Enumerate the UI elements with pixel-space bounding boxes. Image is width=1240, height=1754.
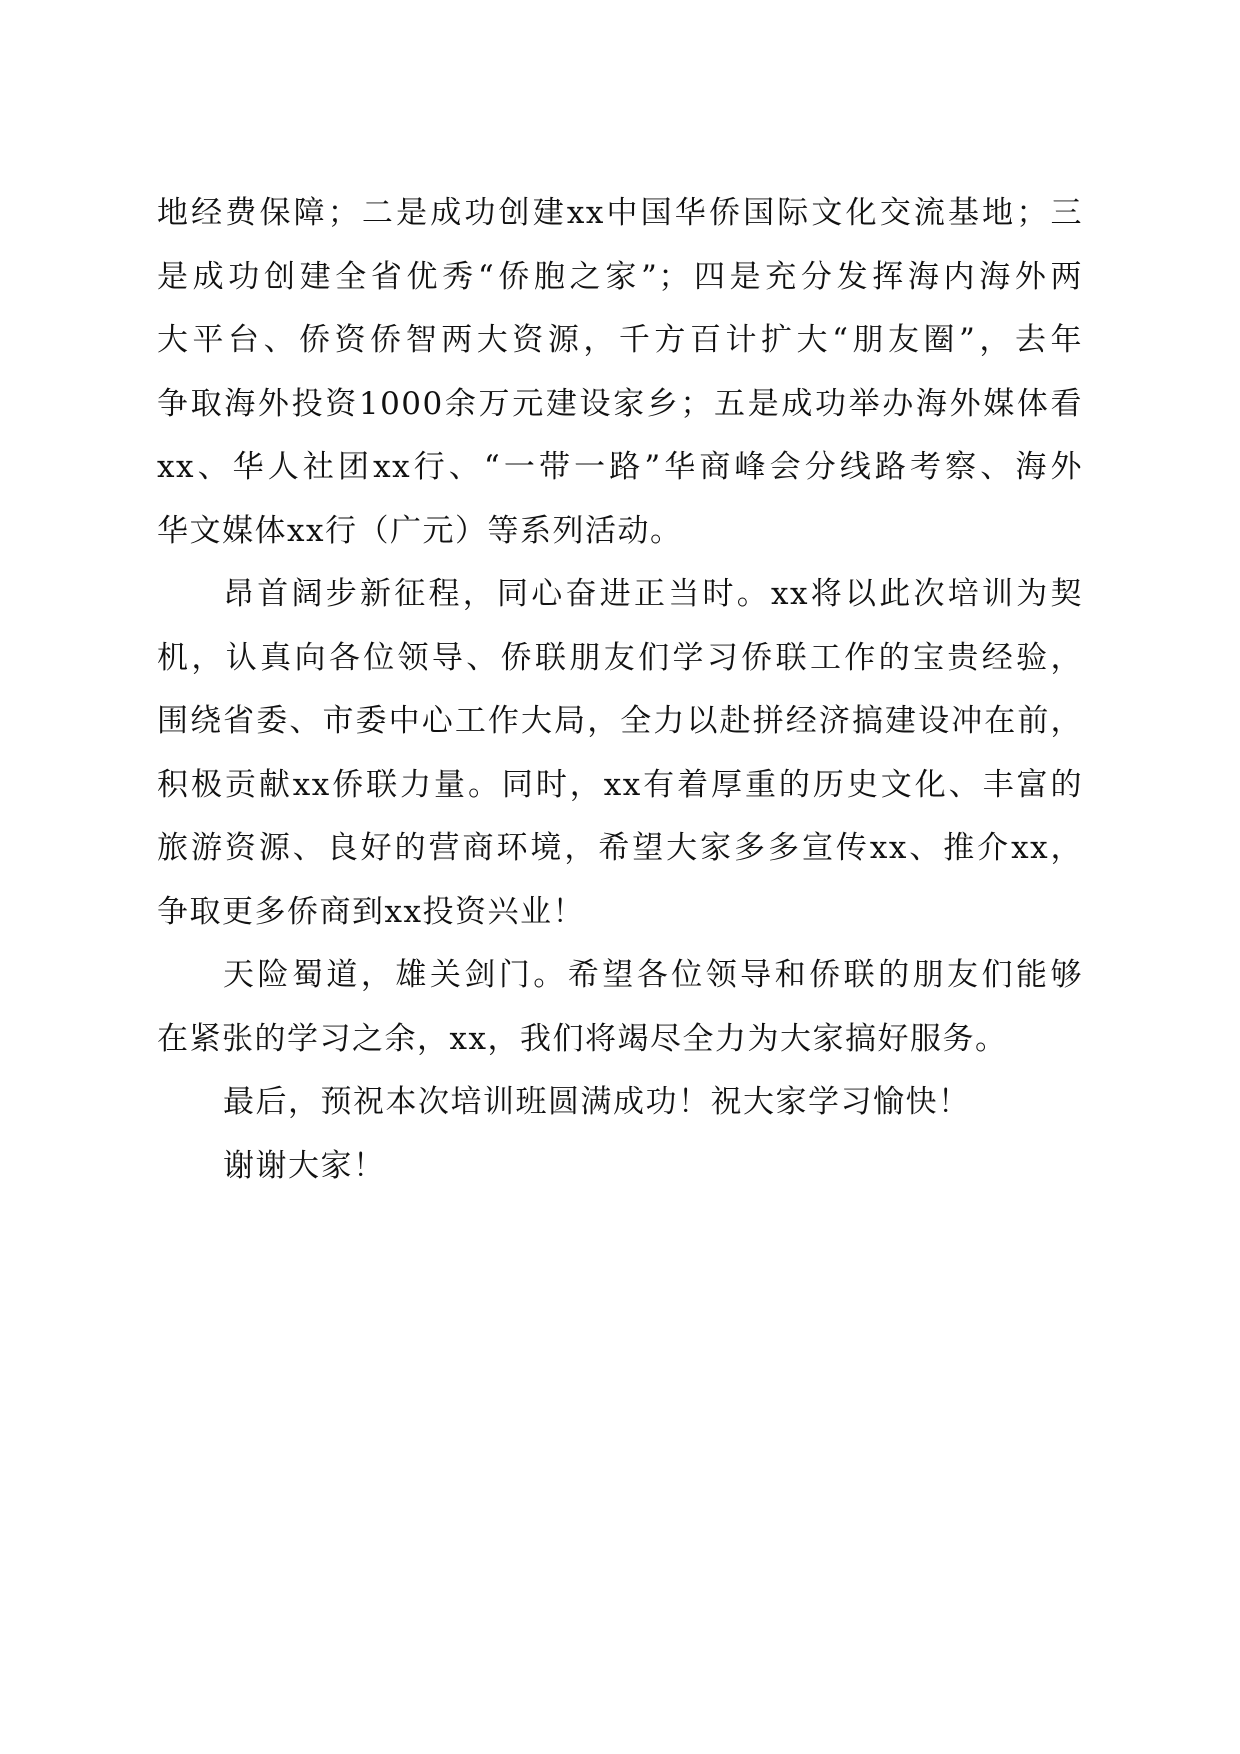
paragraph-2: [157, 563, 1083, 944]
paragraph-line: 天险蜀道，雄关剑门。希望各位领导和侨联的朋友们能够: [223, 957, 1083, 993]
paragraph-line: 旅游资源、良好的营商环境，希望大家多多宣传xx、推介xx，: [157, 830, 1083, 866]
paragraph-line: 地经费保障；二是成功创建xx中国华侨国际文化交流基地；三: [157, 195, 1083, 231]
paragraph-line: 华文媒体xx行（广元）等系列活动。: [157, 512, 683, 549]
paragraph-line: 围绕省委、市委中心工作大局，全力以赴拼经济搞建设冲在前，: [157, 703, 1083, 739]
paragraph-3: [157, 944, 1083, 1071]
paragraph-line: 争取更多侨商到xx投资兴业！: [157, 893, 585, 930]
paragraph-5: [157, 1135, 1083, 1199]
paragraph-line: 机，认真向各位领导、侨联朋友们学习侨联工作的宝贵经验，: [157, 639, 1083, 676]
paragraph-line: xx、华人社团xx行、“一带一路”华商峰会分线路考察、海外: [157, 449, 1083, 485]
paragraph-line: 是成功创建全省优秀“侨胞之家”；四是充分发挥海内海外两: [157, 258, 1083, 295]
paragraph-line: 最后，预祝本次培训班圆满成功！祝大家学习愉快！: [223, 1084, 971, 1120]
document-body: [157, 182, 1083, 1198]
paragraph-line: 争取海外投资1000余万元建设家乡；五是成功举办海外媒体看: [157, 385, 1083, 422]
paragraph-line: 昂首阔步新征程，同心奋进正当时。xx将以此次培训为契: [223, 576, 1083, 612]
paragraph-line: 谢谢大家！: [223, 1147, 386, 1184]
paragraph-line: 积极贡献xx侨联力量。同时，xx有着厚重的历史文化、丰富的: [157, 766, 1083, 803]
paragraph-line: 在紧张的学习之余，xx，我们将竭尽全力为大家搞好服务。: [157, 1020, 1008, 1057]
paragraph-line: 大平台、侨资侨智两大资源，千方百计扩大“朋友圈”，去年: [157, 322, 1083, 358]
paragraph-4: [157, 1071, 1083, 1135]
paragraph-1: [157, 182, 1083, 563]
